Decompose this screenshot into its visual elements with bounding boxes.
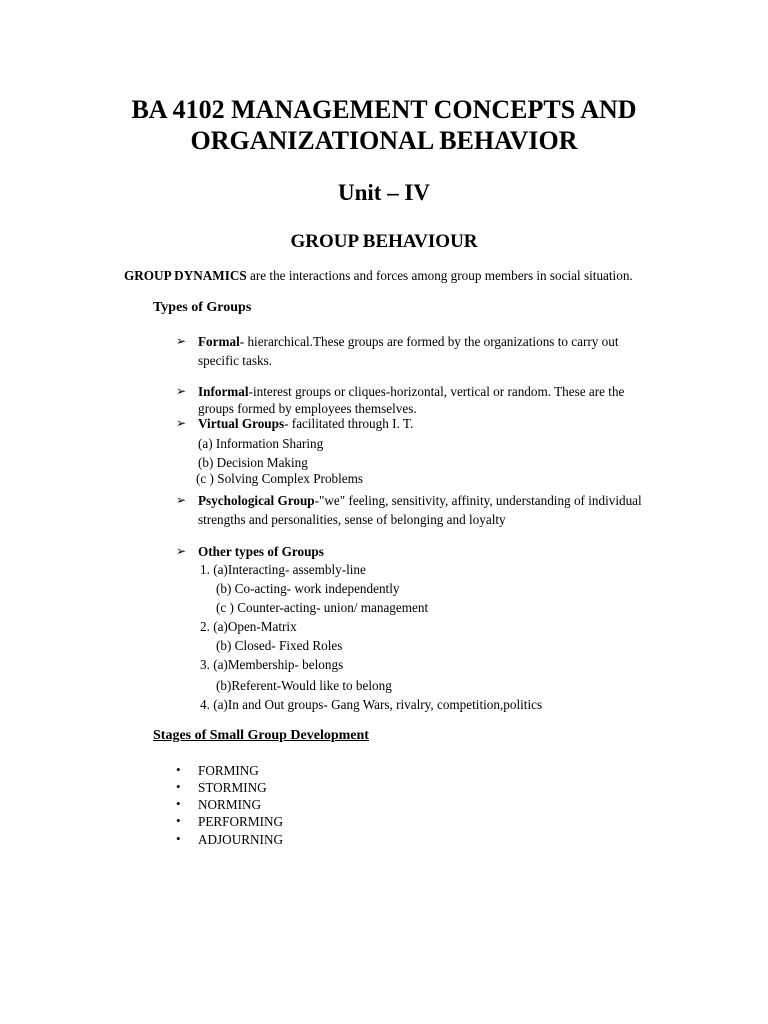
other-3a: 3. (a)Membership- belongs [200,657,344,672]
virtual-term: Virtual Groups [198,416,285,431]
stages-heading: Stages of Small Group Development [153,728,369,743]
informal-line2: groups formed by employees themselves. [198,401,417,416]
arrow-bullet-icon: ➢ [176,384,187,398]
intro-text: are the interactions and forces among group members in social situation. [246,268,633,283]
formal-term: Formal [198,334,240,349]
other-4a: 4. (a)In and Out groups- Gang Wars, rivalry, competition,politics [200,697,543,712]
intro-term: GROUP DYNAMICS [124,268,247,283]
arrow-bullet-icon: ➢ [176,544,187,558]
stage-item: STORMING [198,780,267,795]
virtual-line [198,415,413,432]
section-title: GROUP BEHAVIOUR [290,231,478,252]
doc-title-line1: BA 4102 MANAGEMENT CONCEPTS AND [131,95,637,124]
virtual-c: (c ) Solving Complex Problems [196,471,364,486]
informal-line1 [198,383,624,400]
bullet-dot-icon: • [176,796,181,811]
informal-term: Informal [198,384,249,399]
bullet-dot-icon: • [176,813,181,828]
psych-line1 [198,492,642,509]
stage-item: PERFORMING [198,814,284,829]
types-heading: Types of Groups [153,300,252,315]
doc-title-line2: ORGANIZATIONAL BEHAVIOR [190,126,578,155]
arrow-bullet-icon: ➢ [176,416,187,430]
unit-heading: Unit – IV [337,180,430,205]
bullet-dot-icon: • [176,762,181,777]
formal-line2: specific tasks. [198,353,272,368]
other-1a: 1. (a)Interacting- assembly-line [200,562,366,577]
arrow-bullet-icon: ➢ [176,493,187,507]
virtual-a: (a) Information Sharing [198,436,324,451]
formal-text: - hierarchical.These groups are formed by the organizations to carry out [239,334,619,349]
formal-line1 [198,333,619,350]
bullet-dot-icon: • [176,831,181,846]
other-term: Other types of Groups [198,544,324,559]
other-2a: 2. (a)Open-Matrix [200,619,297,634]
arrow-bullet-icon: ➢ [176,334,187,348]
stage-item: NORMING [198,797,262,812]
other-2b: (b) Closed- Fixed Roles [216,638,343,653]
stage-item: FORMING [198,763,259,778]
bullet-dot-icon: • [176,779,181,794]
other-3b: (b)Referent-Would like to belong [216,678,392,693]
informal-text: -interest groups or cliques-horizontal, vertical or random. These are the [248,384,625,399]
psych-line2: strengths and personalities, sense of belonging and loyalty [198,512,506,527]
psych-text: -"we" feeling, sensitivity, affinity, understanding of individual [314,493,642,508]
stage-item: ADJOURNING [198,832,283,847]
virtual-b: (b) Decision Making [198,455,308,470]
other-1b: (b) Co-acting- work independently [216,581,400,596]
intro-paragraph [124,267,633,284]
virtual-text: - facilitated through I. T. [284,416,414,431]
other-1c: (c ) Counter-acting- union/ management [216,600,429,615]
psych-term: Psychological Group [198,493,315,508]
